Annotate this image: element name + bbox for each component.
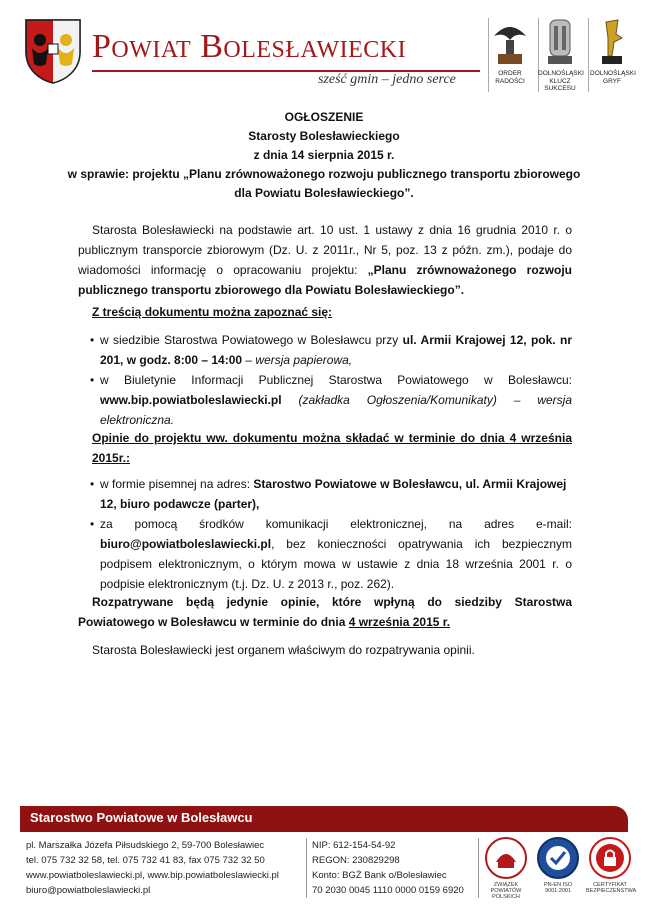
footer-phones: tel. 075 732 32 58, tel. 075 732 41 83, fax 075 732 32 50	[26, 855, 265, 866]
footer-bank: Konto: BGŻ Bank o/Bolesławiec	[312, 870, 447, 881]
section2-heading: Opinie do projektu ww. dokumentu można składać w terminie do dnia 4 września 2015r.:	[92, 431, 572, 465]
iso-badge-icon	[536, 836, 580, 880]
footer-email[interactable]: biuro@powiatboleslawiecki.pl	[26, 885, 151, 896]
footer-nip: NIP: 612-154-54-92	[312, 840, 396, 851]
section1-heading: Z treścią dokumentu można zapoznać się:	[92, 305, 333, 319]
award-order-radosci: ORDER RADOŚCI	[488, 16, 532, 85]
list-item: • w Biuletynie Informacji Publicznej Starostwa Powiatowego w Bolesławcu: www.bip.powiatboleslawiecki.pl (zakładka Ogłoszenia/Komunikaty) – wersja elektroniczna.	[90, 373, 572, 427]
security-certificate-logo: CERTYFIKAT BEZPIECZEŃSTWA	[586, 836, 634, 894]
doc-subheading: Starosty Bolesławieckiego	[248, 129, 400, 143]
padlock-badge-icon	[588, 836, 632, 880]
notice-paragraph: Rozpatrywane będą jedynie opinie, które wpłyną do siedziby Starostwa Powiatowego w Bolesławcu w terminie do dnia 4 września 2015 r.	[78, 595, 572, 629]
griffin-trophy-icon	[592, 16, 632, 68]
closing-paragraph: Starosta Bolesławiecki jest organem właściwym do rozpatrywania opinii.	[92, 643, 475, 657]
footer-divider	[478, 838, 479, 898]
footer-address: pl. Marszałka Józefa Piłsudskiego 2, 59-700 Bolesławiec	[26, 840, 265, 851]
list-item: • za pomocą środków komunikacji elektronicznej, na adres e-mail: biuro@powiatboleslawiecki.pl, bez konieczności opatrywania ich bezpiecznym podpisem elektronicznym, o którym mowa w ustawie z dnia 18 września 2001 r. o podpisie elektronicznym (t.j. Dz. U. z 2013 r., poz. 262).	[90, 517, 572, 591]
brand-name: Powiat Bolesławiecki	[92, 28, 407, 65]
brand-tagline: sześć gmin – jedno serce	[318, 72, 456, 87]
email-link[interactable]: biuro@powiatboleslawiecki.pl	[100, 537, 272, 551]
coat-of-arms-logo	[24, 18, 82, 84]
footer-divider	[306, 838, 307, 898]
intro-paragraph: Starosta Bolesławiecki na podstawie art. 10 ust. 1 ustawy z dnia 16 grudnia 2010 r. o publicznym transporcie zbiorowym (Dz. U. z 2011r., Nr 5, poz. 13 z późn. zm.), podaje do wiadomości informację o opracowaniu projektu: „Planu zrównoważonego rozwoju publicznego transportu zbiorowego dla Powiatu Bolesławieckiego”.	[78, 223, 572, 297]
iso-certificate-logo: PN-EN ISO 9001:2001	[534, 836, 582, 894]
bip-link[interactable]: www.bip.powiatboleslawiecki.pl	[100, 393, 282, 407]
eagle-trophy-icon	[490, 16, 530, 68]
footer-regon: REGON: 230829298	[312, 855, 400, 866]
list-item: • w siedzibie Starostwa Powiatowego w Bolesławcu przy ul. Armii Krajowej 12, pok. nr 201, w godz. 8:00 – 14:00 – wersja papierowa,	[90, 333, 572, 367]
zpp-badge-icon	[484, 836, 528, 880]
award-klucz-sukcesu: DOLNOŚLĄSKI KLUCZ SUKCESU	[538, 16, 582, 93]
footer-websites[interactable]: www.powiatboleslawiecki.pl, www.bip.powiatboleslawiecki.pl	[26, 870, 279, 881]
award-divider	[588, 18, 589, 92]
zpp-logo: ZWIĄZEK POWIATÓW POLSKICH	[482, 836, 530, 900]
footer-registry-block	[312, 838, 464, 898]
footer-address-block	[26, 838, 279, 898]
award-gryf: DOLNOŚLĄSKI GRYF	[590, 16, 634, 85]
footer-title: Starostwo Powiatowe w Bolesławcu	[30, 810, 253, 825]
list-item: • w formie pisemnej na adres: Starostwo Powiatowe w Bolesławcu, ul. Armii Krajowej 12, biuro podawcze (parter),	[90, 477, 567, 511]
doc-subject-line1: w sprawie: projektu „Planu zrównoważonego rozwoju publicznego transportu zbiorowego	[67, 167, 581, 181]
key-trophy-icon	[540, 16, 580, 68]
doc-heading: OGŁOSZENIE	[284, 110, 364, 124]
doc-subject-line2: dla Powiatu Bolesławieckiego”.	[234, 186, 414, 200]
document-title-block	[0, 108, 648, 203]
doc-date: z dnia 14 sierpnia 2015 r.	[253, 148, 395, 162]
footer-account: 70 2030 0045 1110 0000 0159 6920	[312, 885, 464, 896]
